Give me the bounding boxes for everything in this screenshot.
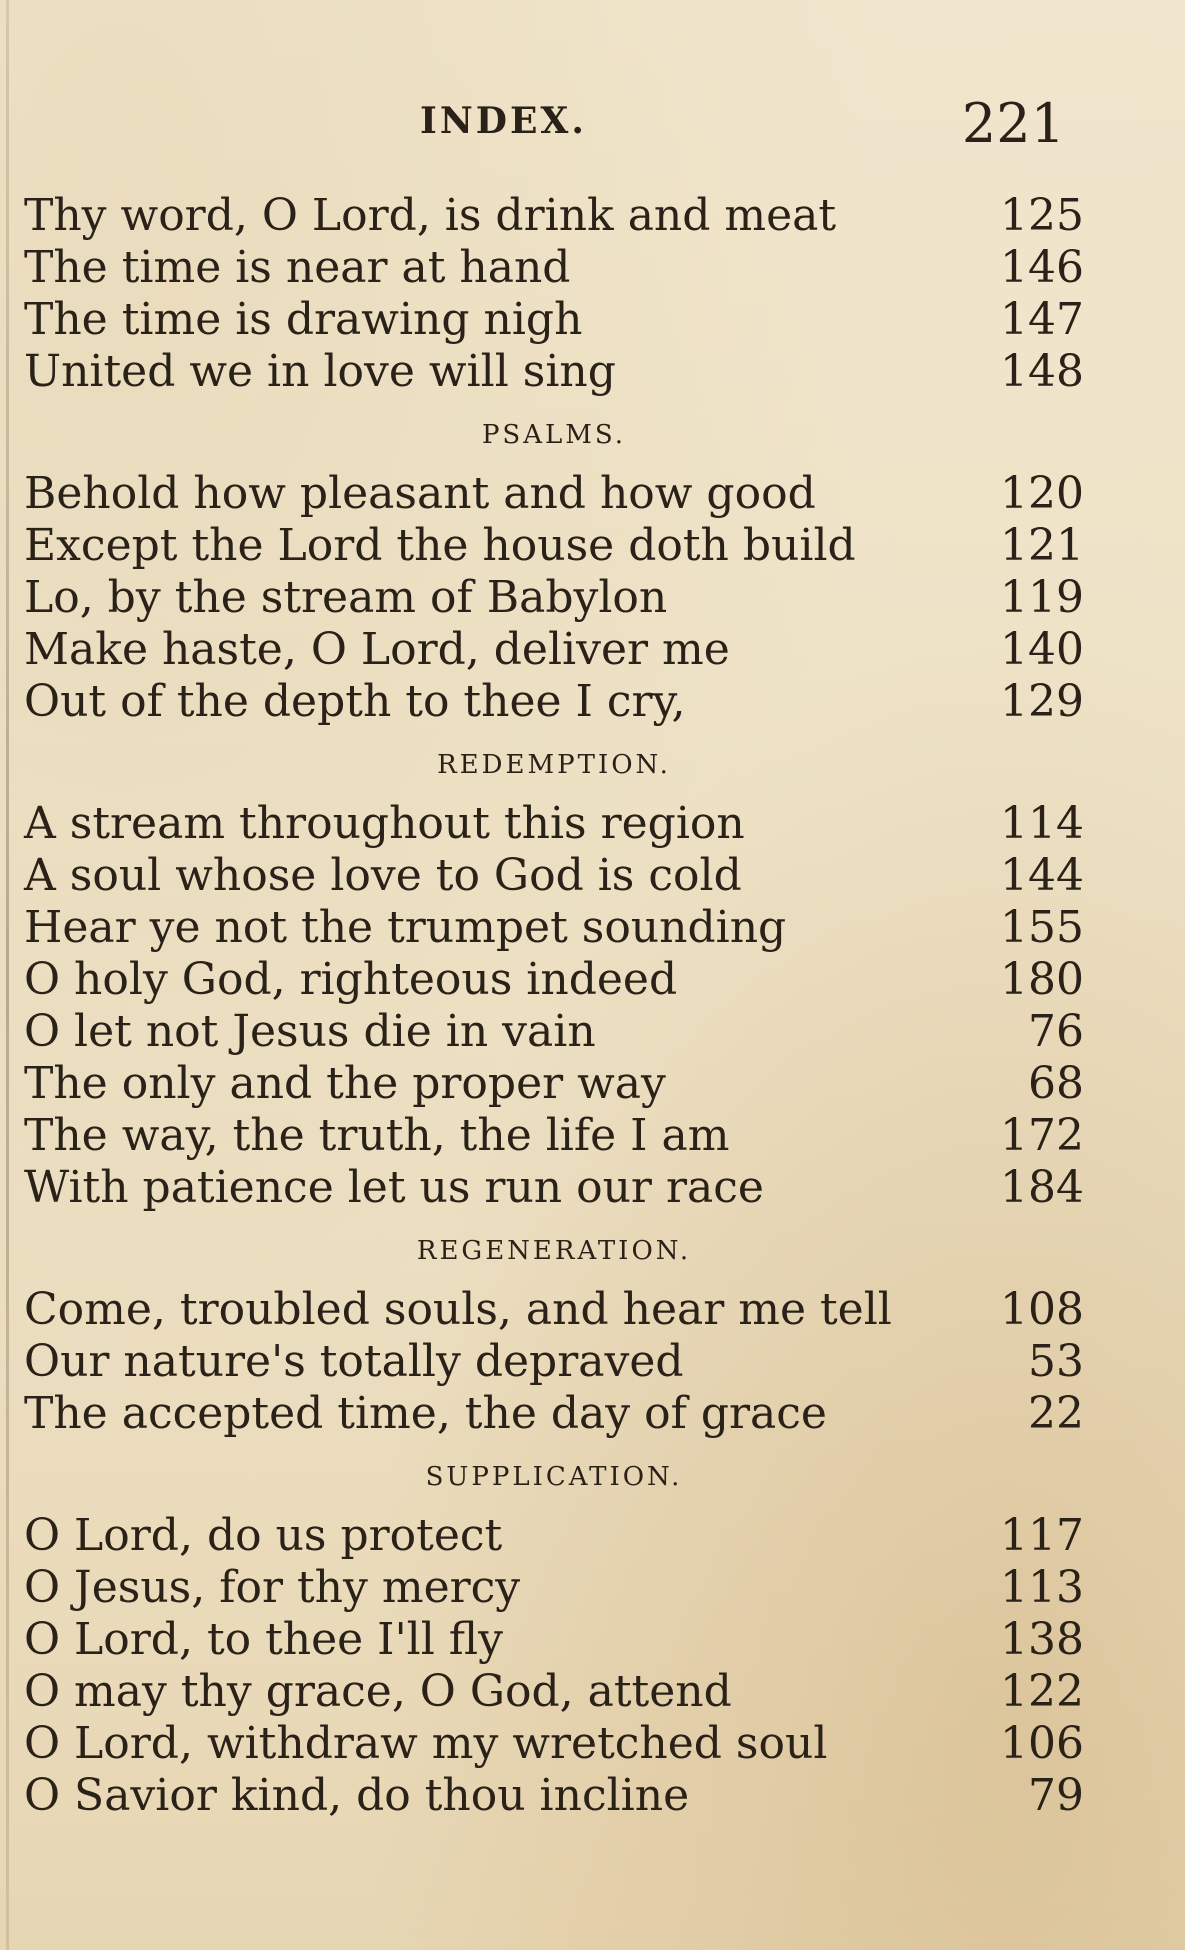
entry-title: Behold how pleasant and how good <box>24 468 816 519</box>
index-entry <box>24 798 1084 850</box>
index-entry <box>24 1562 1084 1614</box>
entry-title: A stream throughout this region <box>24 798 745 849</box>
page-header <box>0 92 1185 155</box>
index-entry <box>24 1058 1084 1110</box>
entry-title: Thy word, O Lord, is drink and meat <box>24 190 837 241</box>
entry-title: O Lord, to thee I'll fly <box>24 1614 503 1665</box>
entry-page: 146 <box>1000 242 1084 293</box>
index-entry <box>24 902 1084 954</box>
entry-page: 108 <box>1000 1284 1084 1335</box>
entry-page: 140 <box>1000 624 1084 675</box>
entry-page: 76 <box>1028 1006 1084 1057</box>
entry-title: Out of the depth to thee I cry, <box>24 676 686 727</box>
entry-title: O Savior kind, do thou incline <box>24 1770 690 1821</box>
index-entry <box>24 1110 1084 1162</box>
entry-page: 120 <box>1000 468 1084 519</box>
entry-page: 117 <box>1000 1510 1084 1561</box>
entry-page: 138 <box>1000 1614 1084 1665</box>
entry-title: A soul whose love to God is cold <box>24 850 742 901</box>
index-entry <box>24 624 1084 676</box>
index-entry <box>24 1666 1084 1718</box>
section-heading-supplication: SUPPLICATION. <box>425 1462 683 1492</box>
page-left-edge <box>6 0 9 1950</box>
entry-page: 147 <box>1000 294 1084 345</box>
index-entry <box>24 1718 1084 1770</box>
index-entry <box>24 190 1084 242</box>
entry-title: Lo, by the stream of Babylon <box>24 572 668 623</box>
index-entry <box>24 242 1084 294</box>
entry-page: 68 <box>1028 1058 1084 1109</box>
index-entry <box>24 468 1084 520</box>
index-entry <box>24 572 1084 624</box>
index-content <box>24 190 1084 1822</box>
entry-title: United we in love will sing <box>24 346 616 397</box>
entry-page: 79 <box>1028 1770 1084 1821</box>
section-heading-regeneration: REGENERATION. <box>416 1236 692 1266</box>
section-heading-redemption: REDEMPTION. <box>437 750 671 780</box>
entry-title: The time is near at hand <box>24 242 571 293</box>
entry-page: 114 <box>1000 798 1084 849</box>
entry-page: 113 <box>1000 1562 1084 1613</box>
index-entry <box>24 850 1084 902</box>
index-entry <box>24 1510 1084 1562</box>
index-entry <box>24 294 1084 346</box>
index-entry <box>24 520 1084 572</box>
entry-page: 121 <box>1000 520 1084 571</box>
entry-title: The way, the truth, the life I am <box>24 1110 730 1161</box>
page-title: INDEX. <box>420 100 587 142</box>
entry-page: 53 <box>1028 1336 1084 1387</box>
entry-page: 119 <box>1000 572 1084 623</box>
entry-title: O Lord, withdraw my wretched soul <box>24 1718 828 1769</box>
entry-title: O may thy grace, O God, attend <box>24 1666 732 1717</box>
index-entry <box>24 1162 1084 1214</box>
page-number: 221 <box>961 92 1065 155</box>
entry-page: 184 <box>1000 1162 1084 1213</box>
entry-title: O holy God, righteous indeed <box>24 954 678 1005</box>
entry-title: Make haste, O Lord, deliver me <box>24 624 730 675</box>
entry-title: Except the Lord the house doth build <box>24 520 856 571</box>
entry-title: Hear ye not the trumpet sounding <box>24 902 787 953</box>
index-entry <box>24 1388 1084 1440</box>
index-entry <box>24 1614 1084 1666</box>
entry-page: 125 <box>1000 190 1084 241</box>
index-entry <box>24 346 1084 398</box>
entry-page: 155 <box>1000 902 1084 953</box>
index-entry <box>24 954 1084 1006</box>
entry-page: 172 <box>1000 1110 1084 1161</box>
index-entry <box>24 676 1084 728</box>
entry-title: With patience let us run our race <box>24 1162 764 1213</box>
index-entry <box>24 1284 1084 1336</box>
entry-title: The only and the proper way <box>24 1058 666 1109</box>
entry-title: The accepted time, the day of grace <box>24 1388 827 1439</box>
entry-page: 129 <box>1000 676 1084 727</box>
index-entry <box>24 1006 1084 1058</box>
index-entry <box>24 1336 1084 1388</box>
entry-page: 144 <box>1000 850 1084 901</box>
entry-title: The time is drawing nigh <box>24 294 583 345</box>
index-entry <box>24 1770 1084 1822</box>
entry-page: 148 <box>1000 346 1084 397</box>
section-heading-psalms: PSALMS. <box>481 420 627 450</box>
entry-page: 106 <box>1000 1718 1084 1769</box>
entry-title: Our nature's totally depraved <box>24 1336 684 1387</box>
entry-title: O Lord, do us protect <box>24 1510 503 1561</box>
entry-page: 22 <box>1028 1388 1084 1439</box>
entry-title: O Jesus, for thy mercy <box>24 1562 521 1613</box>
entry-page: 180 <box>1000 954 1084 1005</box>
entry-page: 122 <box>1000 1666 1084 1717</box>
entry-title: O let not Jesus die in vain <box>24 1006 596 1057</box>
entry-title: Come, troubled souls, and hear me tell <box>24 1284 892 1335</box>
